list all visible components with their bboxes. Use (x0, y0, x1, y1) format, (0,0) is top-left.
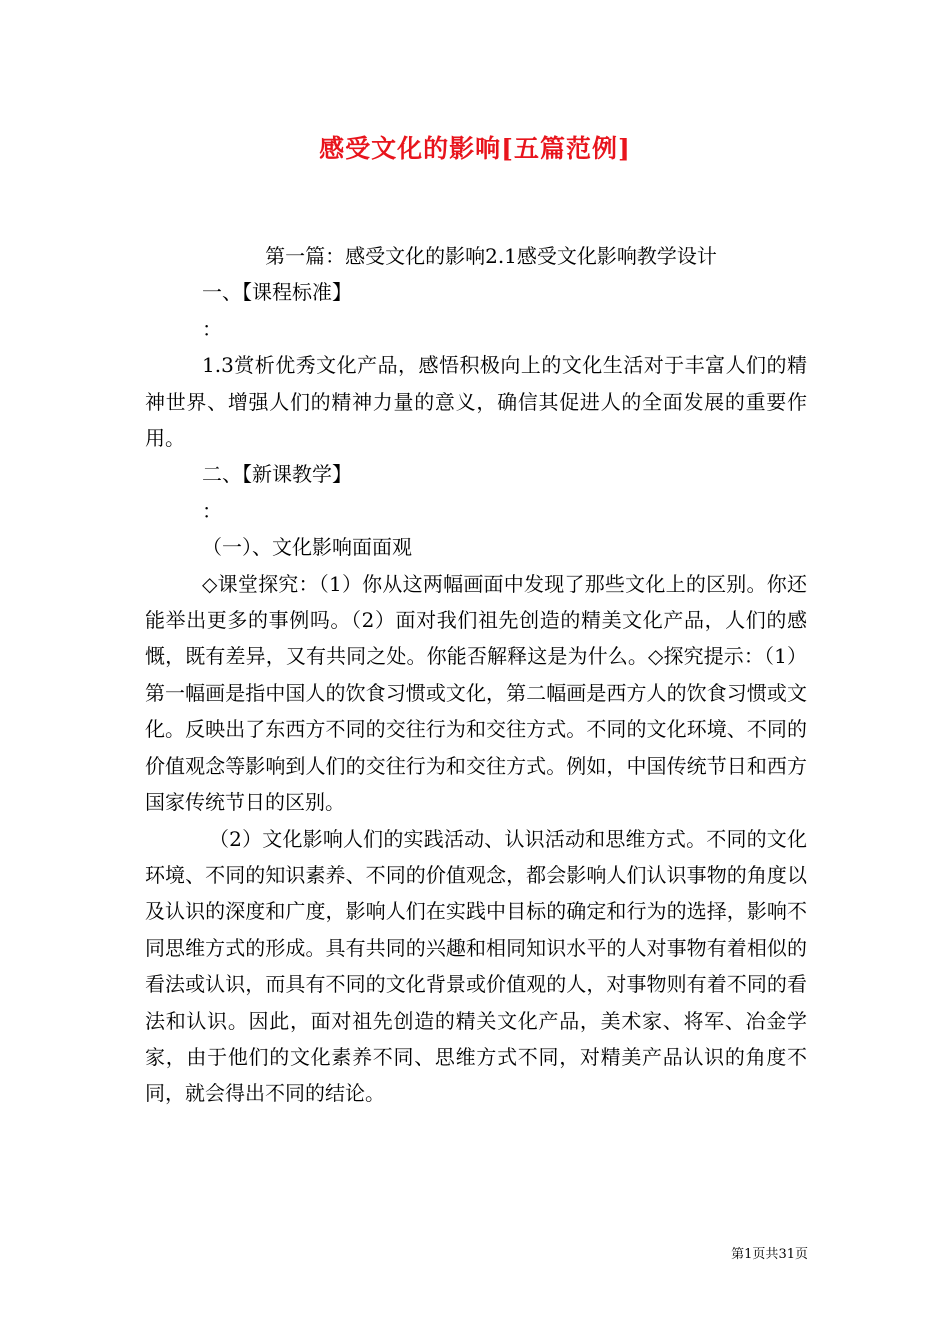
page-number-middle: 页共 (752, 1247, 779, 1262)
subsection-heading: （一）、文化影响面面观 (202, 535, 412, 560)
section-colon: ： (202, 316, 222, 341)
page-number-total: 31 (778, 1247, 795, 1262)
page-number-suffix: 页 (794, 1247, 808, 1262)
document-subtitle: 第一篇：感受文化的影响2.1感受文化影响教学设计 (265, 244, 717, 268)
paragraph-culture-influence: （2）文化影响人们的实践活动、认识活动和思维方式。不同的文化环境、不同的知识素养、不同的价值观念，都会影响人们认识事物的角度以及认识的深度和广度，影响人们在实践中目标的确定和行为的选择，影响不同思维方式的形成。具有共同的兴趣和相同知识水平的人对事物有着相似的看法或认识，而具有不同的文化背景或价值观的人，对事物则有着不同的看法和认识。因此，面对祖先创造的精关文化产品，美术家、将军、冶金学家，由于他们的文化素养不同、思维方式不同，对精美产品认识的角度不同，就会得出不同的结论。 (145, 826, 807, 1106)
paragraph-curriculum: 1.3赏析优秀文化产品，感悟积极向上的文化生活对于丰富人们的精神世界、增强人们的精神力量的意义，确信其促进人的全面发展的重要作用。 (145, 353, 807, 451)
section-heading-new-lesson: 二、【新课教学】 (202, 462, 352, 487)
section-heading-curriculum: 一、【课程标准】 (202, 280, 352, 305)
paragraph-explore: ◇课堂探究：（1）你从这两幅画面中发现了那些文化上的区别。你还能举出更多的事例吗。（2）面对我们祖先创造的精美文化产品，人们的感慨，既有差异，又有共同之处。你能否解释这是为什么。◇探究提示：（1）第一幅画是指中国人的饮食习惯或文化，第二幅画是西方人的饮食习惯或文化。反映出了东西方不同的交往行为和交往方式。不同的文化环境、不同的价值观念等影响到人们的交往行为和交往方式。例如，中国传统节日和西方国家传统节日的区别。 (145, 571, 807, 815)
document-body (145, 238, 807, 1112)
page-number-current: 1 (744, 1247, 753, 1262)
section-colon: ： (202, 498, 222, 523)
page-number (731, 1246, 808, 1264)
page-number-prefix: 第 (731, 1247, 745, 1262)
page-title: 感受文化的影响[五篇范例] (319, 134, 631, 163)
